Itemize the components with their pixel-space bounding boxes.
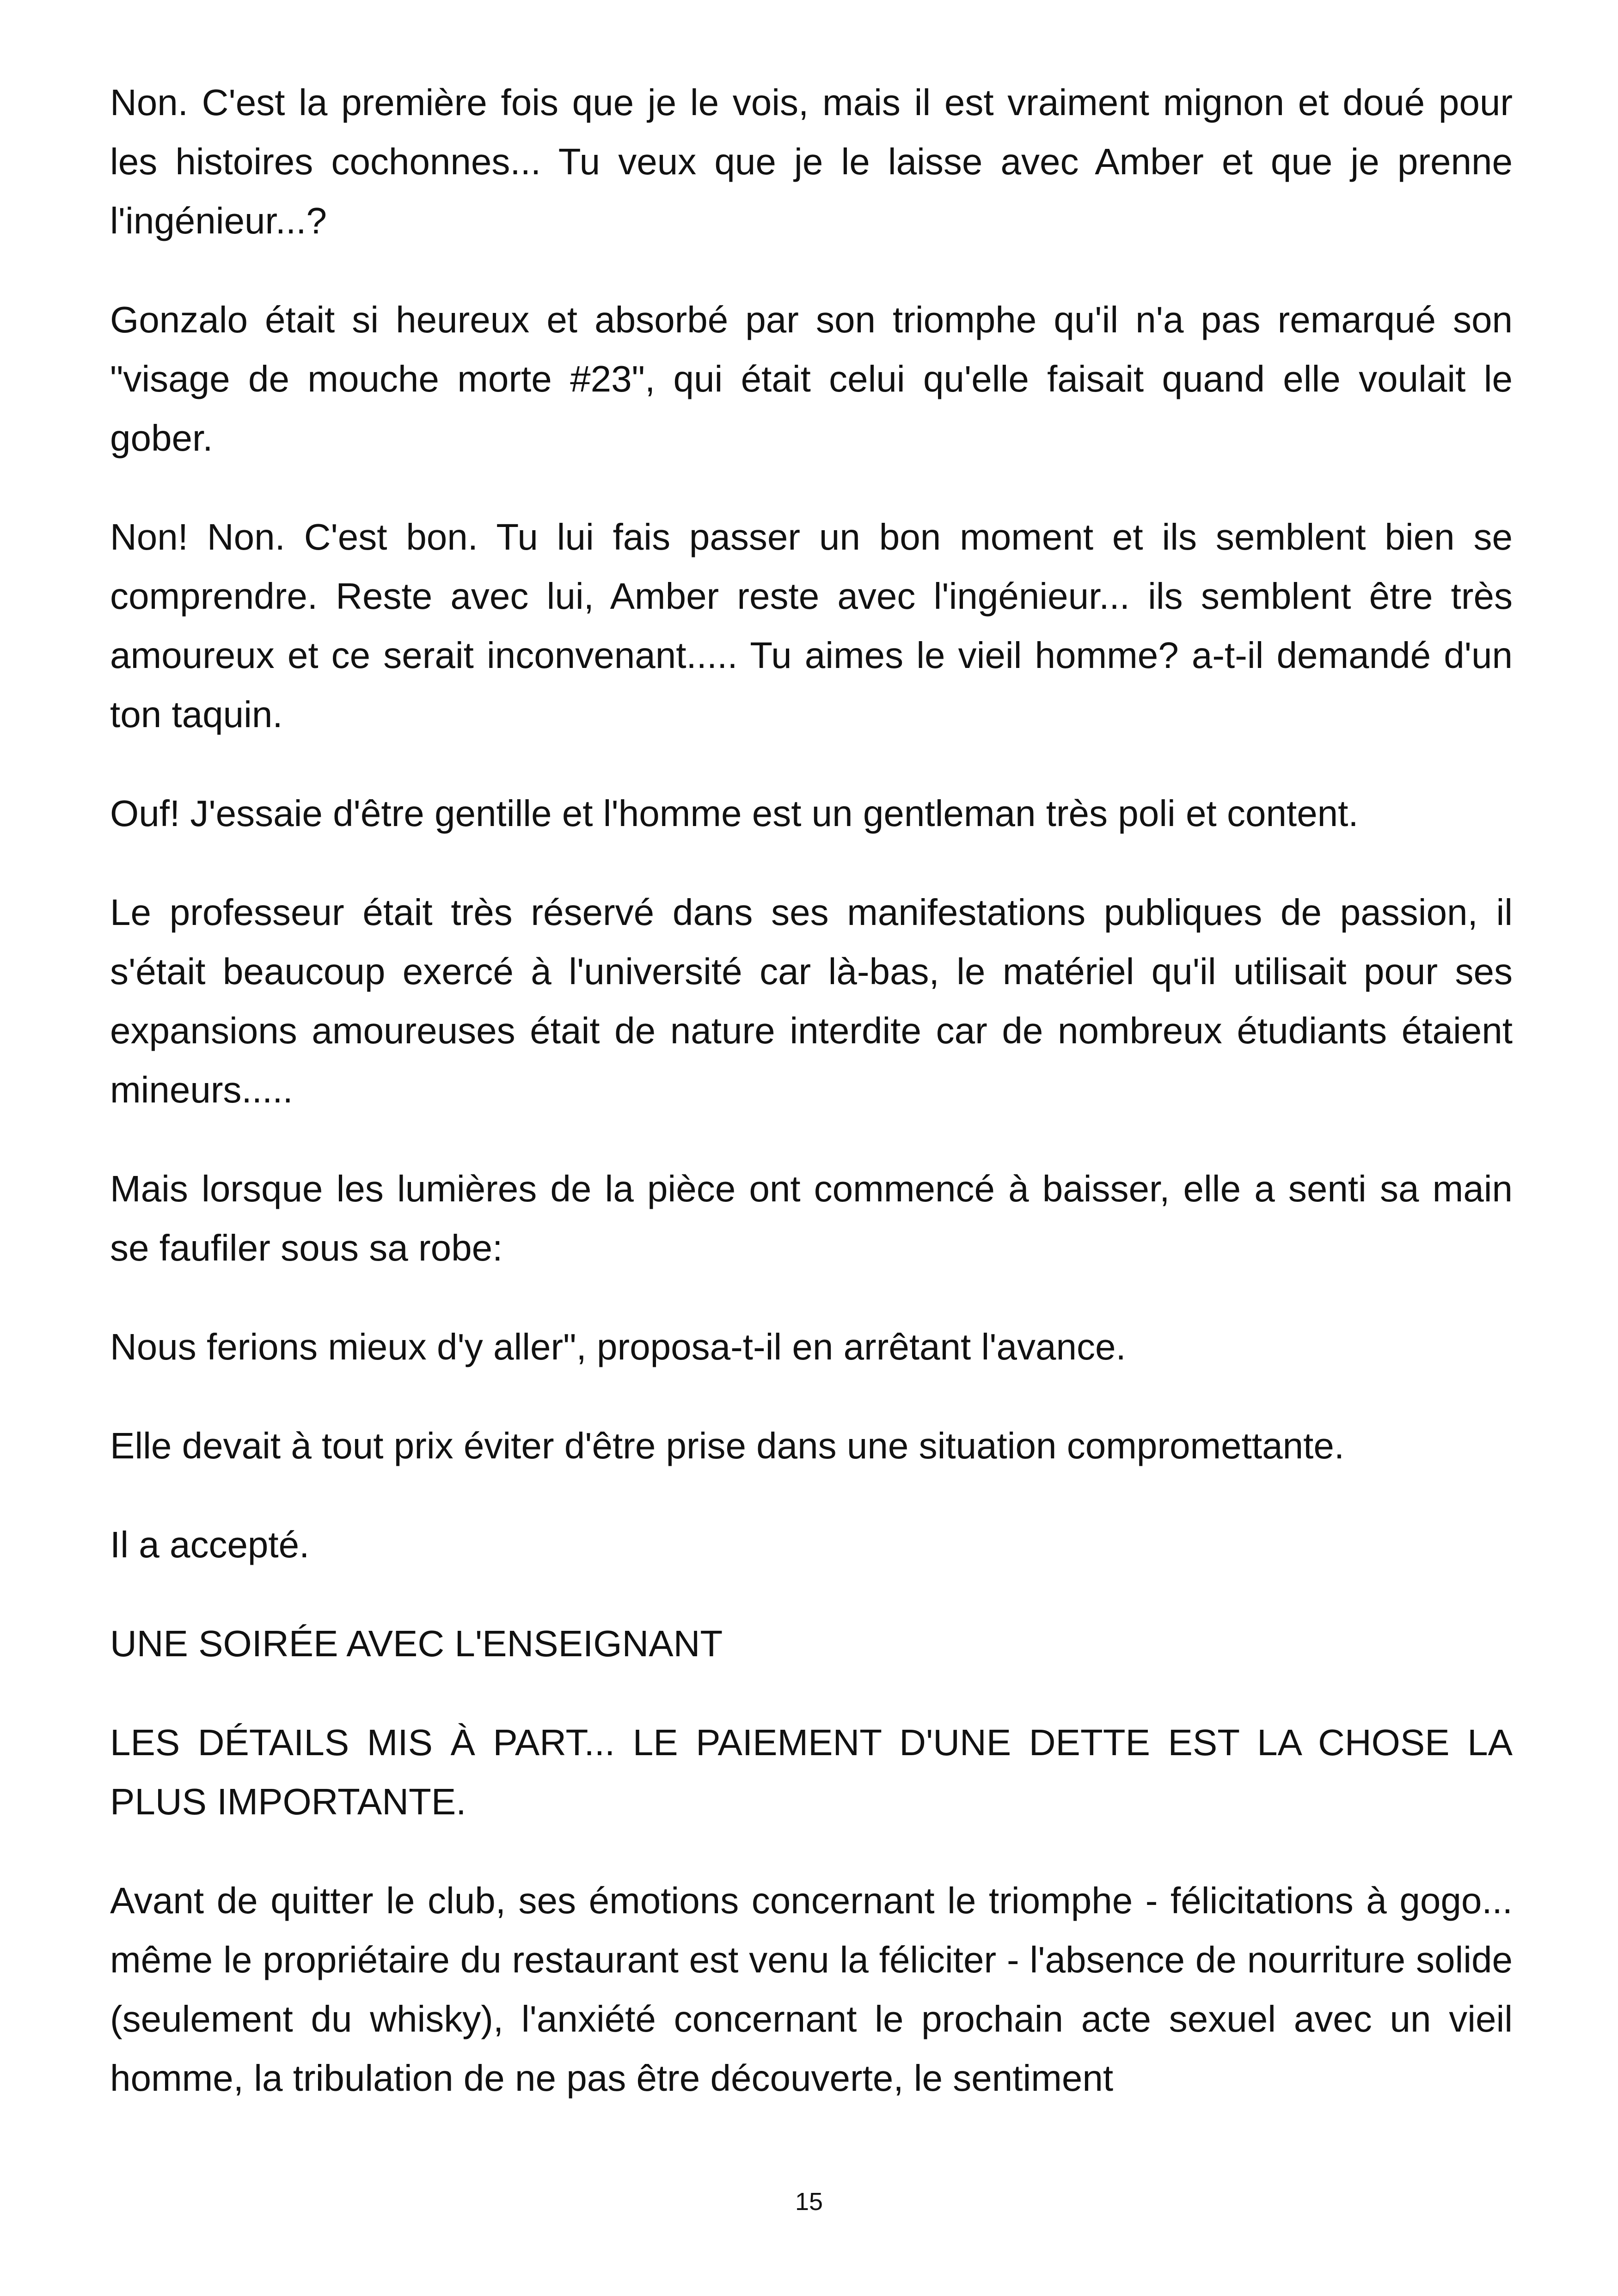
paragraph: Mais lorsque les lumières de la pièce ont commencé à baisser, elle a senti sa main se faufiler sous sa robe: (110, 1168, 1513, 1268)
section-heading: UNE SOIRÉE AVEC L'ENSEIGNANT (110, 1623, 723, 1664)
paragraph: Gonzalo était si heureux et absorbé par son triomphe qu'il n'a pas remarqué son "visage de mouche morte #23", qui était celui qu'elle faisait quand elle voulait le gober. (110, 299, 1513, 459)
paragraph: Nous ferions mieux d'y aller", proposa-t-il en arrêtant l'avance. (110, 1326, 1126, 1367)
paragraph: Ouf! J'essaie d'être gentille et l'homme est un gentleman très poli et content. (110, 793, 1359, 834)
body-text (110, 73, 1513, 2148)
paragraph: Non! Non. C'est bon. Tu lui fais passer un bon moment et ils semblent bien se comprendre. Reste avec lui, Amber reste avec l'ingénieur... ils semblent être très amoureux et ce serait inconvenant..... Tu aimes le vieil homme? a-t-il demandé d'un ton taquin. (110, 516, 1513, 735)
paragraph: Avant de quitter le club, ses émotions concernant le triomphe - félicitations à gogo... même le propriétaire du restaurant est venu la féliciter - l'absence de nourriture solide (seulement du whisky), l'anxiété concernant le prochain acte sexuel avec un vieil homme, la tribulation de ne pas être découverte, le sentiment (110, 1880, 1513, 2099)
page-number: 15 (795, 2188, 823, 2216)
paragraph: Il a accepté. (110, 1524, 310, 1565)
paragraph: Non. C'est la première fois que je le vois, mais il est vraiment mignon et doué pour les histoires cochonnes... Tu veux que je le laisse avec Amber et que je prenne l'ingénieur...? (110, 82, 1513, 241)
section-subheading: LES DÉTAILS MIS À PART... LE PAIEMENT D'UNE DETTE EST LA CHOSE LA PLUS IMPORTANTE. (110, 1722, 1513, 1822)
paragraph: Elle devait à tout prix éviter d'être prise dans une situation compromettante. (110, 1425, 1345, 1466)
paragraph: Le professeur était très réservé dans ses manifestations publiques de passion, il s'était beaucoup exercé à l'université car là-bas, le matériel qu'il utilisait pour ses expansions amoureuses était de nature interdite car de nombreux étudiants étaient mineurs..... (110, 892, 1513, 1110)
